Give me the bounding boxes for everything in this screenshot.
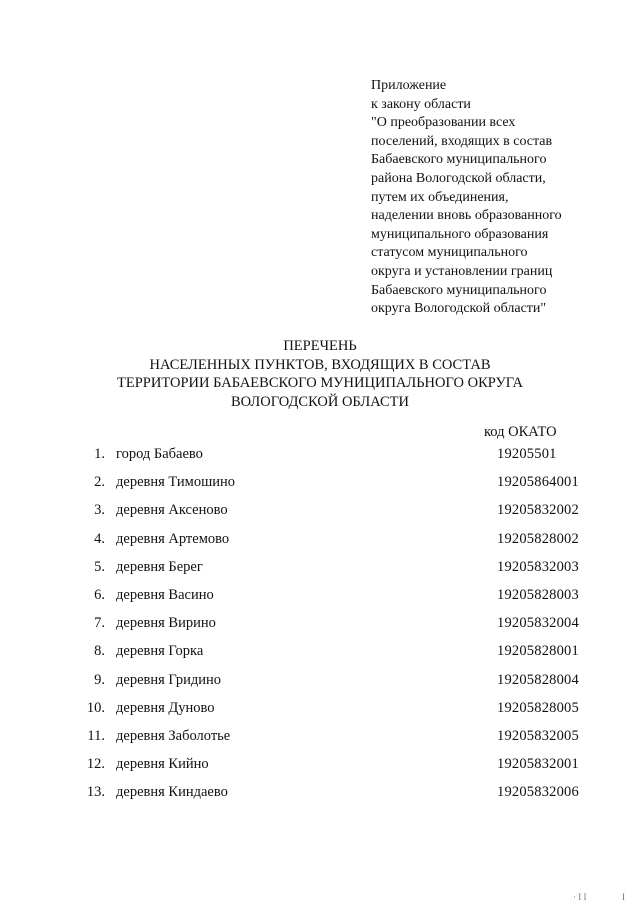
annex-line-12: Бабаевского муниципального xyxy=(371,282,547,298)
settlement-name: деревня Горка xyxy=(116,643,204,660)
annex-line-4: поселений, входящих в состав xyxy=(371,133,553,149)
title-line-1: ПЕРЕЧЕНЬ xyxy=(283,338,357,354)
settlement-name: деревня Заболотье xyxy=(116,727,231,744)
annex-line-2: к закону области xyxy=(371,96,471,112)
row-number: 13. xyxy=(86,784,105,801)
title-line-3: ТЕРРИТОРИИ БАБАЕВСКОГО МУНИЦИПАЛЬНОГО ОКРУГА xyxy=(117,375,523,391)
table-row xyxy=(0,728,640,756)
settlement-name: деревня Гридино xyxy=(116,671,222,688)
annex-line-8: наделении вновь образованного xyxy=(371,208,562,224)
table-row xyxy=(0,700,640,728)
annex-line-10: статусом муниципального xyxy=(371,245,528,261)
row-number: 8. xyxy=(94,643,105,660)
row-number: 1. xyxy=(94,446,105,462)
row-number: 9. xyxy=(94,671,105,688)
annex-line-11: округа и установлении границ xyxy=(371,263,553,279)
settlement-name: деревня Аксеново xyxy=(116,502,228,519)
table-row xyxy=(0,643,640,671)
okato-code: 19205828004 xyxy=(497,671,579,688)
table-row xyxy=(0,502,640,530)
row-number: 5. xyxy=(94,558,105,575)
document-title xyxy=(0,337,640,411)
row-number: 4. xyxy=(94,530,105,547)
table-row xyxy=(0,615,640,643)
table-row xyxy=(0,672,640,700)
okato-code: 19205864001 xyxy=(497,474,579,491)
row-number: 7. xyxy=(94,615,105,632)
title-line-2: НАСЕЛЕННЫХ ПУНКТОВ, ВХОДЯЩИХ В СОСТАВ xyxy=(149,356,491,373)
okato-code: 19205828005 xyxy=(497,699,579,716)
row-number: 3. xyxy=(94,502,105,519)
annex-line-13: округа Вологодской области" xyxy=(371,301,547,317)
table-row xyxy=(0,784,640,812)
annex-line-5: Бабаевского муниципального xyxy=(371,152,547,168)
settlement-name: деревня Вирино xyxy=(116,615,216,632)
footer-speck-right: I xyxy=(622,892,625,902)
settlement-name: деревня Киндаево xyxy=(116,784,228,801)
okato-code: 19205832005 xyxy=(497,727,579,744)
annex-line-1: Приложение xyxy=(371,78,447,93)
row-number: 6. xyxy=(94,586,105,603)
table-row xyxy=(0,559,640,587)
okato-code: 19205832004 xyxy=(497,615,579,632)
title-line-4: ВОЛОГОДСКОЙ ОБЛАСТИ xyxy=(231,393,409,410)
okato-code: 19205832002 xyxy=(497,502,579,519)
okato-code: 19205828003 xyxy=(497,586,579,603)
settlement-name: деревня Берег xyxy=(116,558,203,575)
okato-code: 19205828002 xyxy=(497,530,579,547)
okato-code: 19205832001 xyxy=(497,756,579,773)
settlement-name: деревня Тимошино xyxy=(116,474,236,491)
table-row xyxy=(0,474,640,502)
annex-line-6: района Вологодской области, xyxy=(371,170,546,186)
okato-code: 19205828001 xyxy=(497,643,579,660)
okato-code: 19205832003 xyxy=(497,558,579,575)
annex-block xyxy=(371,77,611,319)
annex-line-3: "О преобразовании всех xyxy=(371,115,516,131)
row-number: 2. xyxy=(94,474,105,491)
row-number: 12. xyxy=(86,756,105,773)
settlement-name: деревня Кийно xyxy=(116,756,209,773)
row-number: 11. xyxy=(87,727,105,744)
row-number: 10. xyxy=(86,699,105,716)
settlement-name: деревня Артемово xyxy=(116,530,230,547)
settlement-list xyxy=(0,446,640,812)
settlement-name: город Бабаево xyxy=(116,446,203,462)
footer-speck-left: · I I xyxy=(573,892,587,902)
table-row xyxy=(0,446,640,474)
okato-column-header: код ОКАТО xyxy=(484,424,557,440)
annex-line-7: путем их объединения, xyxy=(371,189,509,205)
table-row xyxy=(0,587,640,615)
okato-code: 19205832006 xyxy=(497,784,579,801)
table-row xyxy=(0,531,640,559)
settlement-name: деревня Дуново xyxy=(116,699,215,716)
okato-code: 19205501 xyxy=(497,446,557,462)
table-row xyxy=(0,756,640,784)
annex-line-9: муниципального образования xyxy=(371,226,549,242)
settlement-name: деревня Васино xyxy=(116,586,214,603)
